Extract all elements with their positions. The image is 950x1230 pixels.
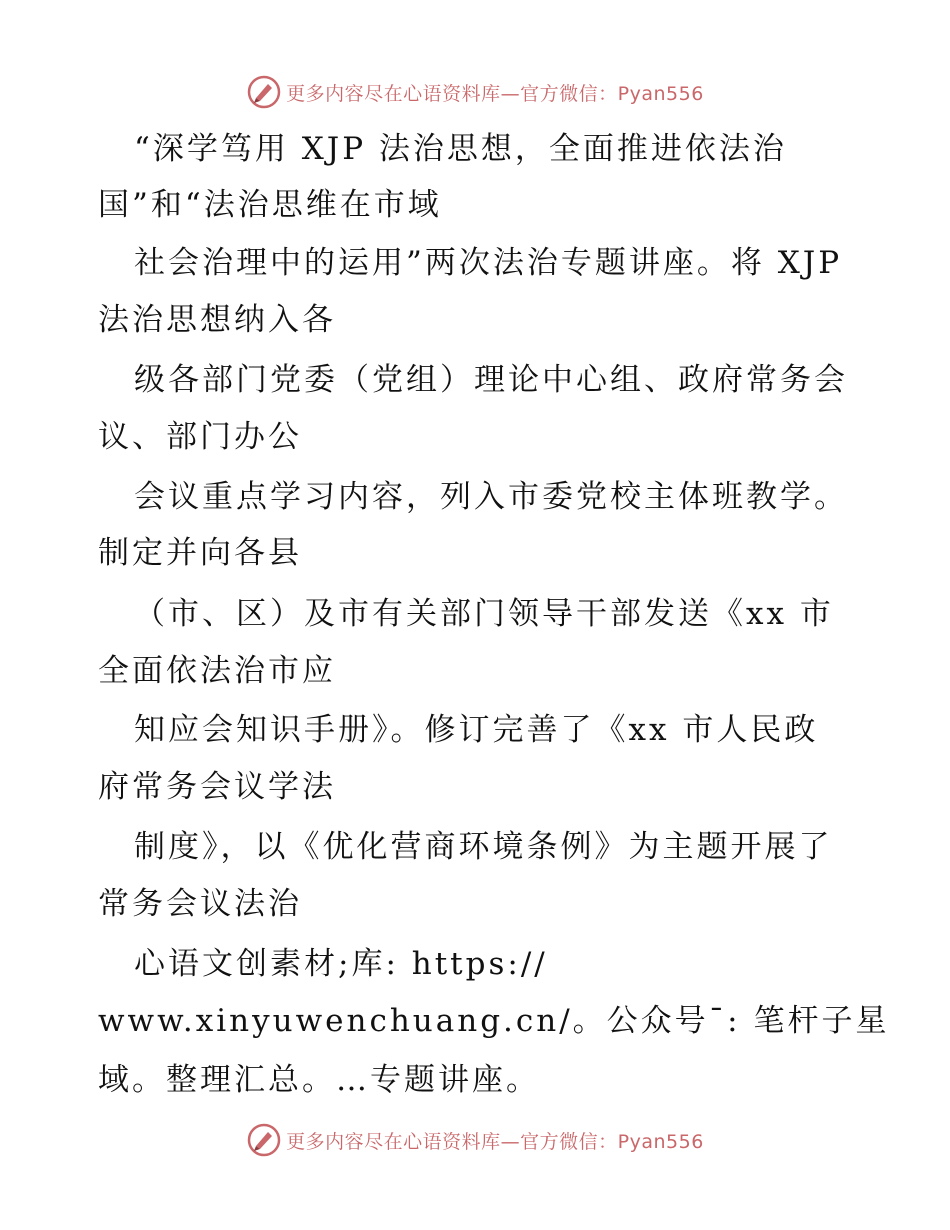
body-line: 心语文创素材;库: https:// <box>134 946 548 982</box>
body-line: 国”和“法治思维在市域 <box>98 187 442 223</box>
body-line: 制定并向各县 <box>98 535 302 571</box>
body-line: 常务会议法治 <box>98 886 302 922</box>
body-line: 制度》，以《优化营商环境条例》为主题开展了 <box>134 829 833 865</box>
body-line: 域。整理汇总。…专题讲座。 <box>98 1062 540 1098</box>
body-line: 府常务会议学法 <box>98 769 336 805</box>
footer-banner-text: 更多内容尽在心语资料库—官方微信：Pyan556 <box>286 1130 704 1153</box>
header-banner-text: 更多内容尽在心语资料库—官方微信：Pyan556 <box>286 82 704 105</box>
body-line: “深学笃用 XJP 法治思想，全面推进依法治 <box>134 131 787 167</box>
body-line: 会议重点学习内容，列入市委党校主体班教学。 <box>134 479 848 515</box>
body-line: 法治思想纳入各 <box>98 302 336 338</box>
body-line: 知应会知识手册》。修订完善了《xx 市人民政 <box>134 712 819 748</box>
body-line: 全面依法治市应 <box>98 653 336 689</box>
body-line: （市、区）及市有关部门领导干部发送《xx 市 <box>134 596 834 632</box>
body-line: 社会治理中的运用”两次法治专题讲座。将 XJP <box>134 245 843 281</box>
body-line: 议、部门办公 <box>98 419 302 455</box>
body-line: 级各部门党委（党组）理论中心组、政府常务会 <box>134 362 848 398</box>
brand-logo-icon <box>246 1122 282 1158</box>
page-footer-banner <box>0 1120 950 1160</box>
body-line: www.xinyuwenchuang.cn/。公众号¯: 笔杆子星 <box>98 1003 890 1039</box>
